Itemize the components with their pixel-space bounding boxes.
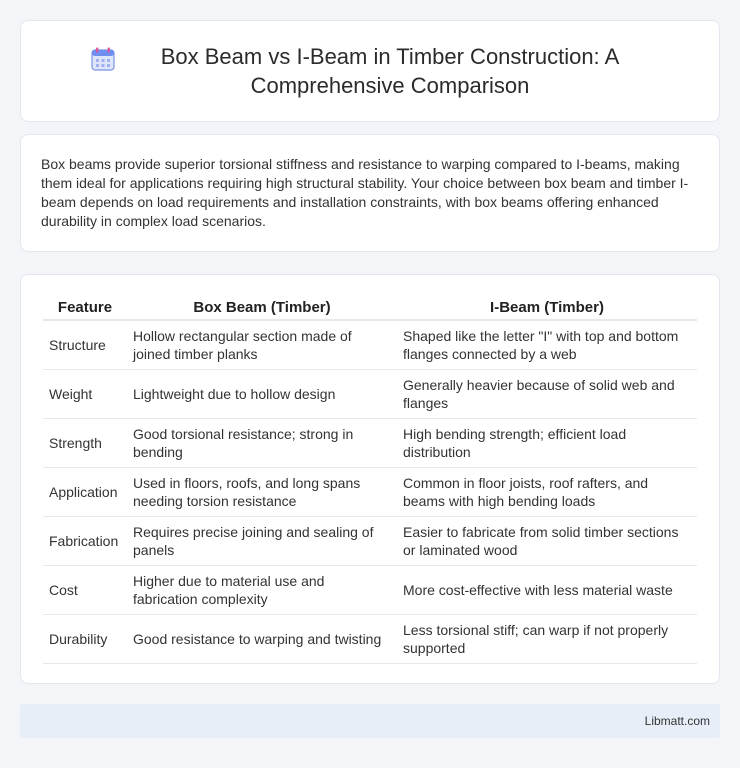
table-row — [43, 615, 697, 664]
header-box-beam: Box Beam (Timber) — [127, 295, 397, 320]
intro-card — [20, 134, 720, 252]
intro-paragraph: Box beams provide superior torsional stiffness and resistance to warping compared to I-beams, making them ideal for applications requiring high structural stability. Your choice between box beam and timber I-beam depends on load requirements and installation constraints, with box beams offering enhanced durability in complex load scenarios. — [41, 156, 689, 229]
feature-cell: Application — [43, 468, 127, 517]
box-beam-cell: Used in floors, roofs, and long spans needing torsion resistance — [127, 468, 397, 517]
title-wrap — [90, 42, 650, 100]
feature-cell: Strength — [43, 419, 127, 468]
table-row — [43, 320, 697, 370]
table-row — [43, 517, 697, 566]
box-beam-cell: Lightweight due to hollow design — [127, 370, 397, 419]
table-row — [43, 419, 697, 468]
table-row — [43, 370, 697, 419]
box-beam-cell: Requires precise joining and sealing of panels — [127, 517, 397, 566]
box-beam-cell: Hollow rectangular section made of joined timber planks — [127, 320, 397, 370]
box-beam-cell: Higher due to material use and fabrication complexity — [127, 566, 397, 615]
header-feature: Feature — [43, 295, 127, 320]
table-header-row — [43, 295, 697, 320]
i-beam-cell: Easier to fabricate from solid timber sections or laminated wood — [397, 517, 697, 566]
feature-cell: Weight — [43, 370, 127, 419]
feature-cell: Structure — [43, 320, 127, 370]
footer-brand[interactable]: Libmatt.com — [644, 714, 710, 728]
footer — [20, 704, 720, 738]
feature-cell: Cost — [43, 566, 127, 615]
table-row — [43, 566, 697, 615]
comparison-table — [43, 295, 697, 664]
table-row — [43, 468, 697, 517]
box-beam-cell: Good torsional resistance; strong in bending — [127, 419, 397, 468]
title-card — [20, 20, 720, 122]
calendar-icon — [90, 46, 116, 72]
box-beam-cell: Good resistance to warping and twisting — [127, 615, 397, 664]
i-beam-cell: High bending strength; efficient load distribution — [397, 419, 697, 468]
feature-cell: Fabrication — [43, 517, 127, 566]
i-beam-cell: Shaped like the letter "I" with top and bottom flanges connected by a web — [397, 320, 697, 370]
comparison-card — [20, 274, 720, 684]
i-beam-cell: Generally heavier because of solid web and flanges — [397, 370, 697, 419]
i-beam-cell: Less torsional stiff; can warp if not properly supported — [397, 615, 697, 664]
i-beam-cell: Common in floor joists, roof rafters, and beams with high bending loads — [397, 468, 697, 517]
header-i-beam: I-Beam (Timber) — [397, 295, 697, 320]
i-beam-cell: More cost-effective with less material waste — [397, 566, 697, 615]
feature-cell: Durability — [43, 615, 127, 664]
page-title: Box Beam vs I-Beam in Timber Construction: A Comprehensive Comparison — [160, 44, 620, 98]
